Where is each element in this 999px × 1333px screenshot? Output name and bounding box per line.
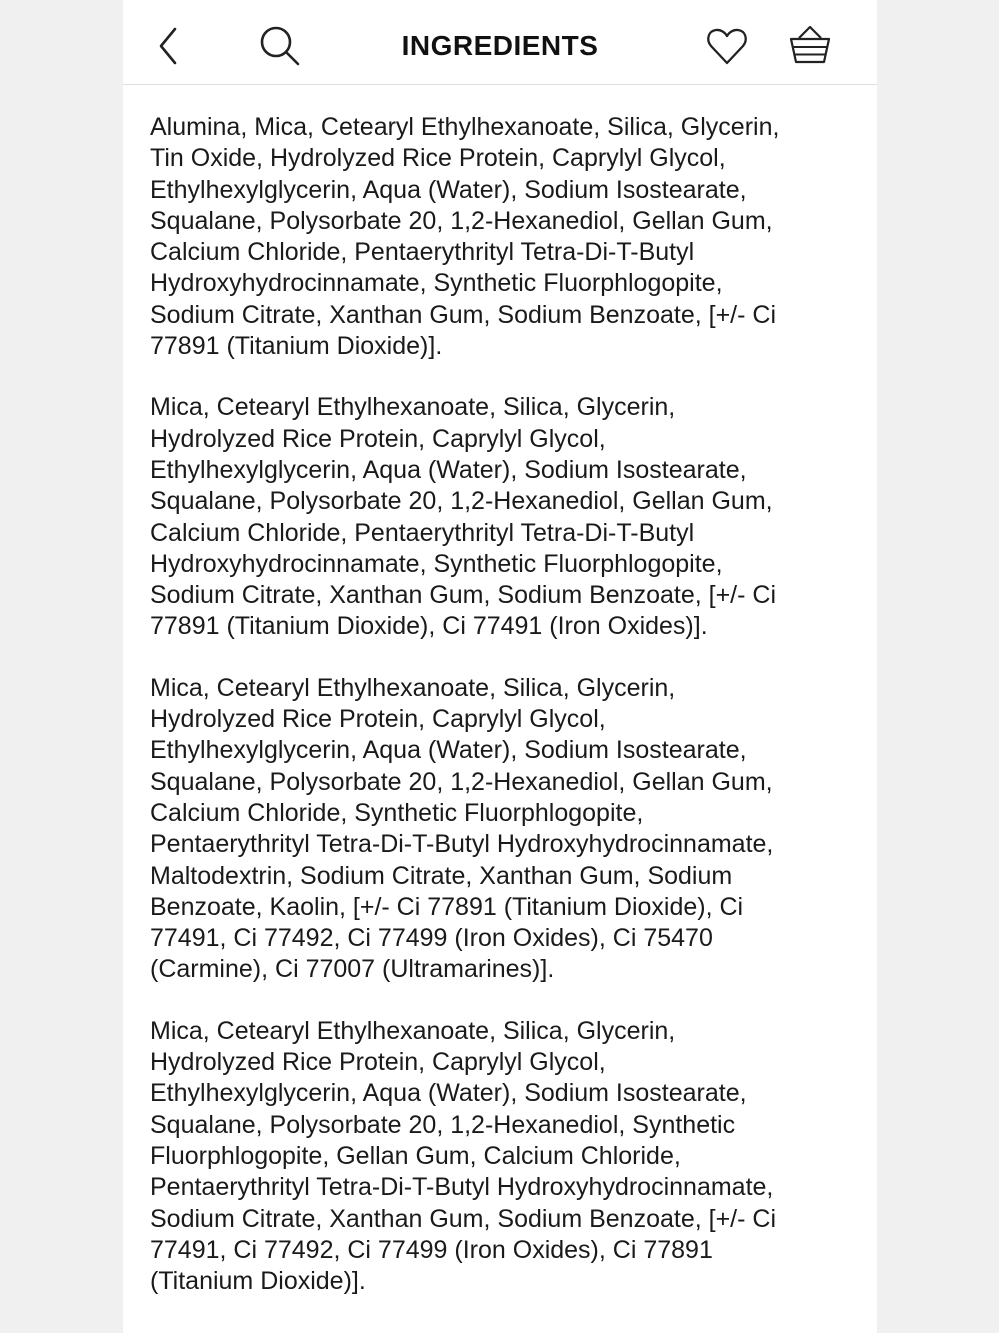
ingredient-paragraph [150,673,850,986]
ingredient-line: Mica, Cetearyl Ethylhexanoate, Silica, Glycerin, [150,393,676,422]
ingredient-line: Pentaerythrityl Tetra-Di-T-Butyl Hydroxyhydrocinnamate, [150,1173,774,1202]
ingredient-line: Ethylhexylglycerin, Aqua (Water), Sodium Isostearate, [150,736,747,765]
ingredient-line: Sodium Citrate, Xanthan Gum, Sodium Benzoate, [+/- Ci [150,1204,777,1233]
ingredient-paragraph [150,112,850,362]
top-nav-bar [123,0,877,85]
ingredient-line: Sodium Citrate, Xanthan Gum, Sodium Benzoate, [+/- Ci [150,581,777,610]
ingredient-line: Calcium Chloride, Synthetic Fluorphlogopite, [150,798,644,827]
ingredient-line: Hydrolyzed Rice Protein, Caprylyl Glycol, [150,1048,606,1077]
heart-icon[interactable] [705,24,749,68]
ingredient-line: 77891 (Titanium Dioxide), Ci 77491 (Iron Oxides)]. [150,612,708,641]
ingredient-line: Ethylhexylglycerin, Aqua (Water), Sodium Isostearate, [150,455,747,484]
ingredients-list [150,112,850,1327]
ingredient-line: Squalane, Polysorbate 20, 1,2-Hexanediol, Gellan Gum, [150,767,773,796]
ingredient-line: Hydroxyhydrocinnamate, Synthetic Fluorphlogopite, [150,549,723,578]
ingredient-line: Fluorphlogopite, Gellan Gum, Calcium Chloride, [150,1141,681,1170]
ingredient-line: Hydroxyhydrocinnamate, Synthetic Fluorphlogopite, [150,269,723,298]
ingredient-line: Mica, Cetearyl Ethylhexanoate, Silica, Glycerin, [150,1016,676,1045]
ingredient-paragraph [150,1016,850,1298]
ingredient-line: 77891 (Titanium Dioxide)]. [150,332,443,361]
basket-icon[interactable] [787,22,833,68]
ingredient-line: Ethylhexylglycerin, Aqua (Water), Sodium Isostearate, [150,175,747,204]
ingredient-line: Benzoate, Kaolin, [+/- Ci 77891 (Titanium Dioxide), Ci [150,892,744,921]
ingredient-line: (Titanium Dioxide)]. [150,1267,366,1296]
ingredient-line: Ethylhexylglycerin, Aqua (Water), Sodium Isostearate, [150,1079,747,1108]
page-title: INGREDIENTS [401,30,599,61]
ingredient-line: Mica, Cetearyl Ethylhexanoate, Silica, Glycerin, [150,673,676,702]
ingredient-line: Calcium Chloride, Pentaerythrityl Tetra-Di-T-Butyl [150,238,695,267]
ingredient-line: Maltodextrin, Sodium Citrate, Xanthan Gum, Sodium [150,861,733,890]
chevron-left-icon[interactable] [153,24,187,68]
ingredient-line: Calcium Chloride, Pentaerythrityl Tetra-Di-T-Butyl [150,518,695,547]
ingredient-line: Squalane, Polysorbate 20, 1,2-Hexanediol, Synthetic [150,1110,736,1139]
ingredient-paragraph [150,392,850,642]
ingredient-line: Alumina, Mica, Cetearyl Ethylhexanoate, Silica, Glycerin, [150,113,780,141]
ingredient-line: 77491, Ci 77492, Ci 77499 (Iron Oxides), Ci 77891 [150,1235,713,1264]
ingredient-line: Hydrolyzed Rice Protein, Caprylyl Glycol, [150,424,606,453]
ingredient-line: Tin Oxide, Hydrolyzed Rice Protein, Caprylyl Glycol, [150,144,726,173]
ingredients-screen [123,0,877,1333]
ingredient-line: Pentaerythrityl Tetra-Di-T-Butyl Hydroxyhydrocinnamate, [150,830,774,859]
ingredient-line: 77491, Ci 77492, Ci 77499 (Iron Oxides), Ci 75470 [150,924,713,953]
ingredient-line: Squalane, Polysorbate 20, 1,2-Hexanediol, Gellan Gum, [150,206,773,235]
ingredient-line: Hydrolyzed Rice Protein, Caprylyl Glycol, [150,705,606,734]
ingredient-line: Sodium Citrate, Xanthan Gum, Sodium Benzoate, [+/- Ci [150,300,777,329]
ingredient-line: (Carmine), Ci 77007 (Ultramarines)]. [150,955,555,984]
ingredient-line: Squalane, Polysorbate 20, 1,2-Hexanediol, Gellan Gum, [150,487,773,516]
